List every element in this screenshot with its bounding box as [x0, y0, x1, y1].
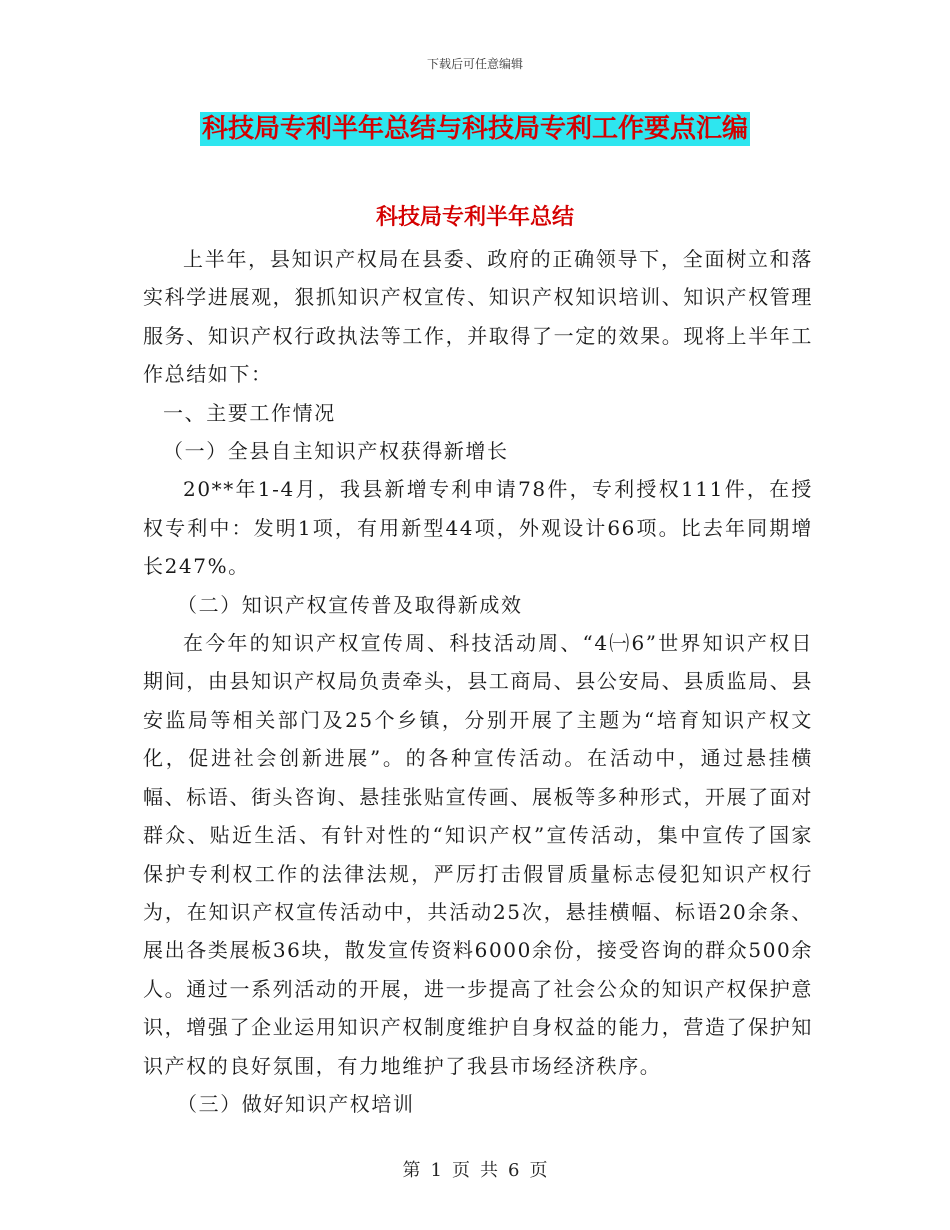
paragraph-patent-stats: 20**年1-4月，我县新增专利申请78件，专利授权111件，在授权专利中：发明1项，有用新型44项，外观设计66项。比去年同期增长247%。: [143, 477, 813, 579]
footer-label-unit2: 页: [529, 1160, 548, 1181]
footer-label-total: 共: [480, 1160, 498, 1181]
document-title-wrap: [0, 112, 950, 146]
subheading-3: （三）做好知识产权培训: [177, 1091, 415, 1116]
footer-label-page: 第: [402, 1160, 421, 1181]
footer-current-page: 1: [430, 1160, 442, 1181]
paragraph-publicity: 在今年的知识产权宣传周、科技活动周、“4㈠6”世界知识产权日期间，由县知识产权局负责牵头，县工商局、县公安局、县质监局、县安监局等相关部门及25个乡镇，分别开展了主题为“培育知识产权文化，促进社会创新进展”。的各种宣传活动。在活动中，通过悬挂横幅、标语、街头咨询、悬挂张贴宣传画、展板等多种形式，开展了面对群众、贴近生活、有针对性的“知识产权”宣传活动，集中宣传了国家保护专利权工作的法律法规，严厉打击假冒质量标志侵犯知识产权行为，在知识产权宣传活动中，共活动25次，悬挂横幅、标语20余条、展出各类展板36块，散发宣传资料6000余份，接受咨询的群众500余人。通过一系列活动的开展，进一步提高了社会公众的知识产权保护意识，增强了企业运用知识产权制度维护自身权益的能力，营造了保护知识产权的良好氛围，有力地维护了我县市场经济秩序。: [143, 631, 813, 1078]
footer-total-pages: 6: [508, 1160, 520, 1181]
paragraph-intro: 上半年，县知识产权局在县委、政府的正确领导下，全面树立和落实科学进展观，狠抓知识产权宣传、知识产权知识培训、知识产权管理服务、知识产权行政执法等工作，并取得了一定的效果。现将上半年工作总结如下：: [143, 247, 813, 387]
page-footer: [0, 1156, 950, 1182]
document-body: [143, 240, 813, 1123]
document-title: 科技局专利半年总结与科技局专利工作要点汇编: [201, 114, 748, 144]
subheading-1: （一）全县自主知识产权获得新增长: [163, 439, 509, 464]
heading-main-work: 一、主要工作情况: [163, 400, 336, 425]
subheading-2: （二）知识产权宣传普及取得新成效: [177, 592, 523, 617]
section-title: 科技局专利半年总结: [375, 204, 574, 230]
header-note: 下载后可任意编辑: [426, 57, 523, 71]
footer-label-unit: 页: [452, 1160, 470, 1181]
